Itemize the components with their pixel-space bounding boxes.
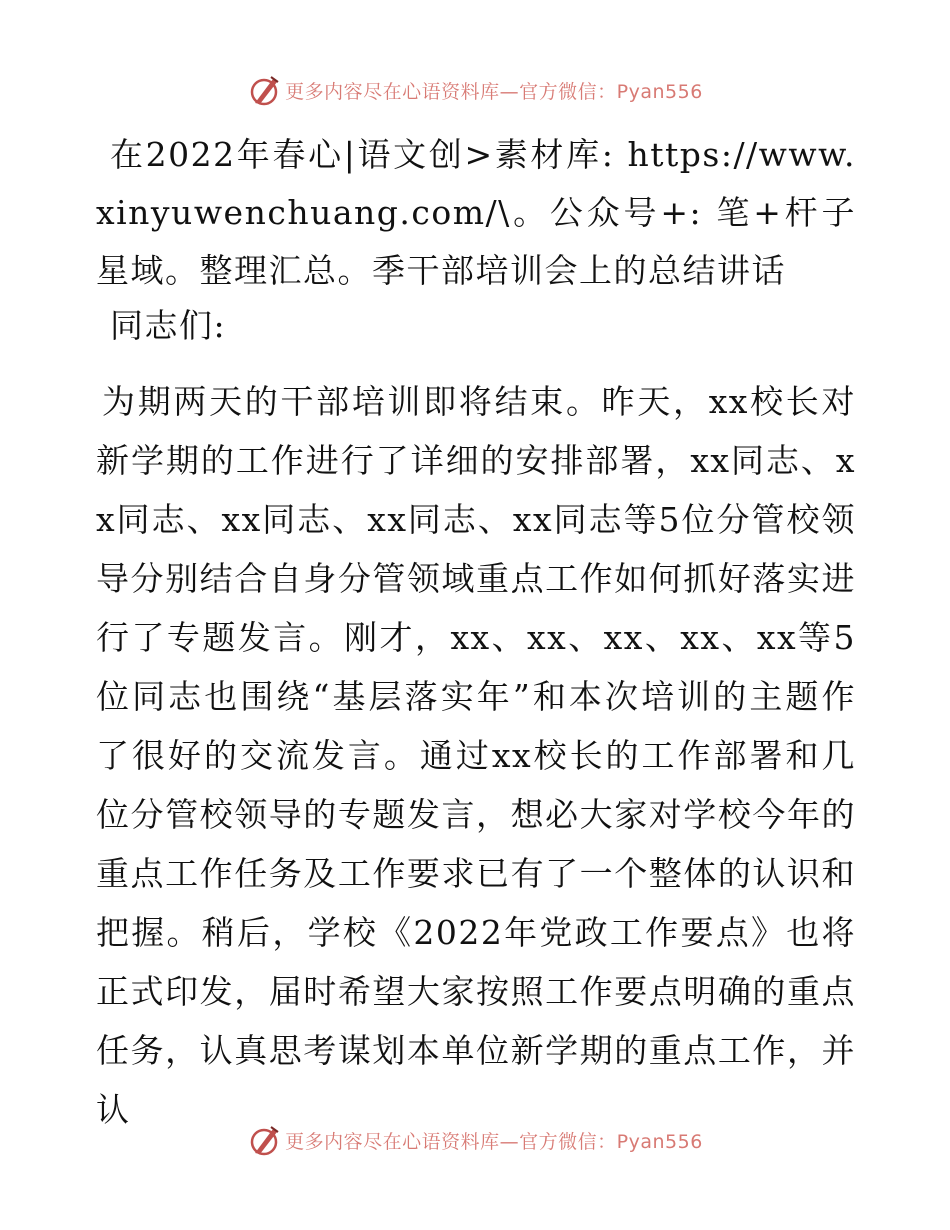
quill-pen-circle-icon bbox=[247, 73, 281, 107]
banner-text: 更多内容尽在心语资料库—官方微信：Pyan556 bbox=[285, 80, 703, 103]
banner-text: 更多内容尽在心语资料库—官方微信：Pyan556 bbox=[285, 1130, 703, 1153]
quill-pen-circle-icon bbox=[247, 1123, 281, 1157]
footer-banner bbox=[0, 1118, 950, 1162]
document-body bbox=[96, 120, 856, 1139]
greeting: 同志们: bbox=[110, 306, 227, 345]
header-paragraph: 在2022年春心|语文创>素材库: https://www.xinyuwenchuang.com/\。公众号+: 笔+杆子星域。整理汇总。季干部培训会上的总结讲话 bbox=[96, 135, 856, 290]
header-banner bbox=[0, 68, 950, 112]
body-paragraph: 为期两天的干部培训即将结束。昨天，xx校长对新学期的工作进行了详细的安排部署，xx同志、xx同志、xx同志、xx同志、xx同志等5位分管校领导分别结合自身分管领域重点工作如何抓好落实进行了专题发言。刚才，xx、xx、xx、xx、xx等5位同志也围绕“基层落实年”和本次培训的主题作了很好的交流发言。通过xx校长的工作部署和几位分管校领导的专题发言，想必大家对学校今年的重点工作任务及工作要求已有了一个整体的认识和把握。稍后，学校《2022年党政工作要点》也将正式印发，届时希望大家按照工作要点明确的重点任务，认真思考谋划本单位新学期的重点工作，并认 bbox=[96, 382, 856, 1129]
